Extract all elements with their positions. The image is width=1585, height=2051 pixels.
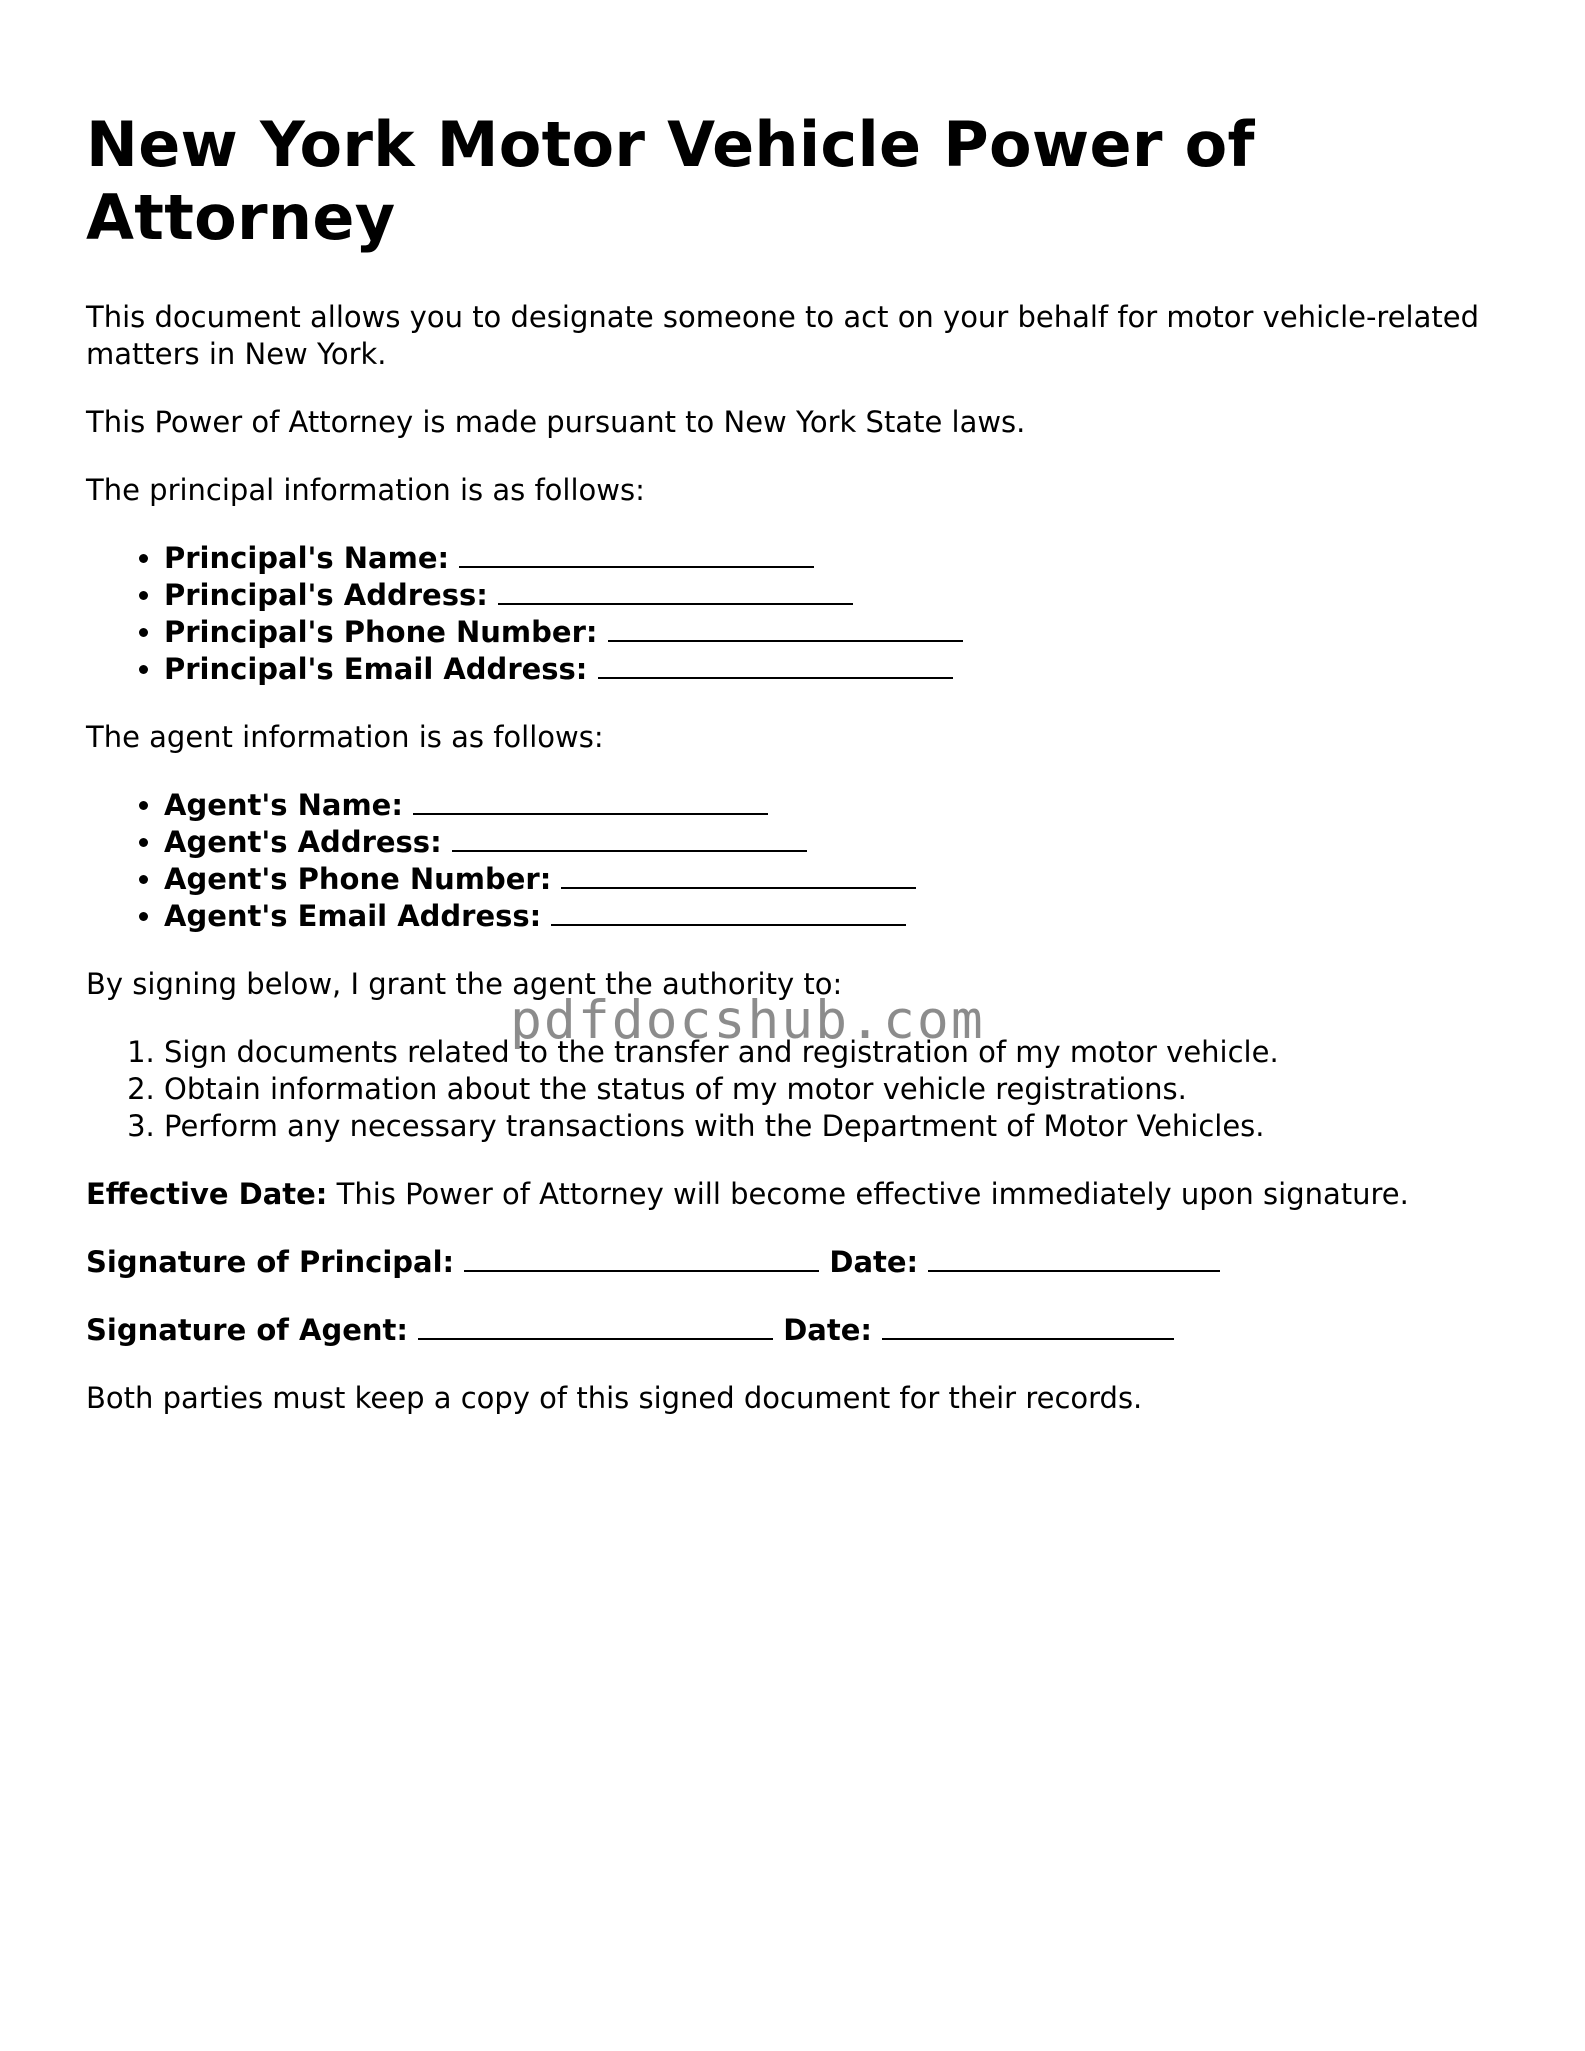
agent-signature-blank[interactable] bbox=[418, 1312, 773, 1340]
fill-in-blank[interactable] bbox=[598, 651, 953, 679]
field-label: Agent's Phone Number: bbox=[164, 862, 552, 896]
agent-phone-field bbox=[164, 861, 1516, 898]
pursuant-paragraph: This Power of Attorney is made pursuant to New York State laws. bbox=[86, 405, 1026, 439]
principal-phone-field bbox=[164, 614, 1516, 651]
agent-field-list bbox=[86, 787, 1516, 935]
field-label: Principal's Name: bbox=[164, 541, 450, 575]
field-label: Principal's Phone Number: bbox=[164, 615, 598, 649]
agent-email-field bbox=[164, 898, 1516, 935]
principal-field-list bbox=[86, 540, 1516, 688]
fill-in-blank[interactable] bbox=[551, 898, 906, 926]
effective-date-text: This Power of Attorney will become effective immediately upon signature. bbox=[327, 1177, 1409, 1211]
agent-address-field bbox=[164, 824, 1516, 861]
fill-in-blank[interactable] bbox=[498, 577, 853, 605]
principal-signature-line bbox=[86, 1244, 1516, 1281]
field-label: Principal's Email Address: bbox=[164, 652, 588, 686]
document-title: New York Motor Vehicle Power of Attorney bbox=[86, 108, 1255, 254]
closing-paragraph: Both parties must keep a copy of this signed document for their records. bbox=[86, 1381, 1143, 1415]
authority-heading: By signing below, I grant the agent the authority to: bbox=[86, 967, 843, 1001]
field-label: Agent's Name: bbox=[164, 788, 403, 822]
fill-in-blank[interactable] bbox=[459, 540, 814, 568]
document-page bbox=[86, 108, 1516, 1448]
intro-paragraph: This document allows you to designate someone to act on your behalf for motor vehicle-related matters in New York. bbox=[86, 300, 1480, 371]
field-label: Agent's Email Address: bbox=[164, 899, 542, 933]
agent-heading: The agent information is as follows: bbox=[86, 720, 604, 754]
fill-in-blank[interactable] bbox=[413, 787, 768, 815]
date-label: Date: bbox=[829, 1245, 919, 1279]
authority-list bbox=[86, 1034, 1516, 1145]
watermark-text: pdfdocshub.com bbox=[510, 990, 985, 1051]
agent-name-field bbox=[164, 787, 1516, 824]
signature-principal-label: Signature of Principal: bbox=[86, 1245, 455, 1279]
principal-address-field bbox=[164, 577, 1516, 614]
agent-date-blank[interactable] bbox=[882, 1312, 1174, 1340]
authority-item: 2. Obtain information about the status of my motor vehicle registrations. bbox=[164, 1071, 1516, 1108]
authority-item: 3. Perform any necessary transactions with the Department of Motor Vehicles. bbox=[164, 1108, 1516, 1145]
effective-date-paragraph bbox=[86, 1176, 1516, 1213]
principal-heading: The principal information is as follows: bbox=[86, 473, 645, 507]
principal-name-field bbox=[164, 540, 1516, 577]
principal-email-field bbox=[164, 651, 1516, 688]
field-label: Principal's Address: bbox=[164, 578, 488, 612]
fill-in-blank[interactable] bbox=[561, 861, 916, 889]
agent-signature-line bbox=[86, 1312, 1516, 1349]
principal-date-blank[interactable] bbox=[928, 1244, 1220, 1272]
signature-agent-label: Signature of Agent: bbox=[86, 1313, 408, 1347]
fill-in-blank[interactable] bbox=[452, 824, 807, 852]
fill-in-blank[interactable] bbox=[608, 614, 963, 642]
effective-date-label: Effective Date: bbox=[86, 1177, 328, 1211]
date-label: Date: bbox=[783, 1313, 872, 1347]
principal-signature-blank[interactable] bbox=[464, 1244, 819, 1272]
field-label: Agent's Address: bbox=[164, 825, 442, 859]
authority-item: 1. Sign documents related to the transfer and registration of my motor vehicle. bbox=[164, 1034, 1516, 1071]
